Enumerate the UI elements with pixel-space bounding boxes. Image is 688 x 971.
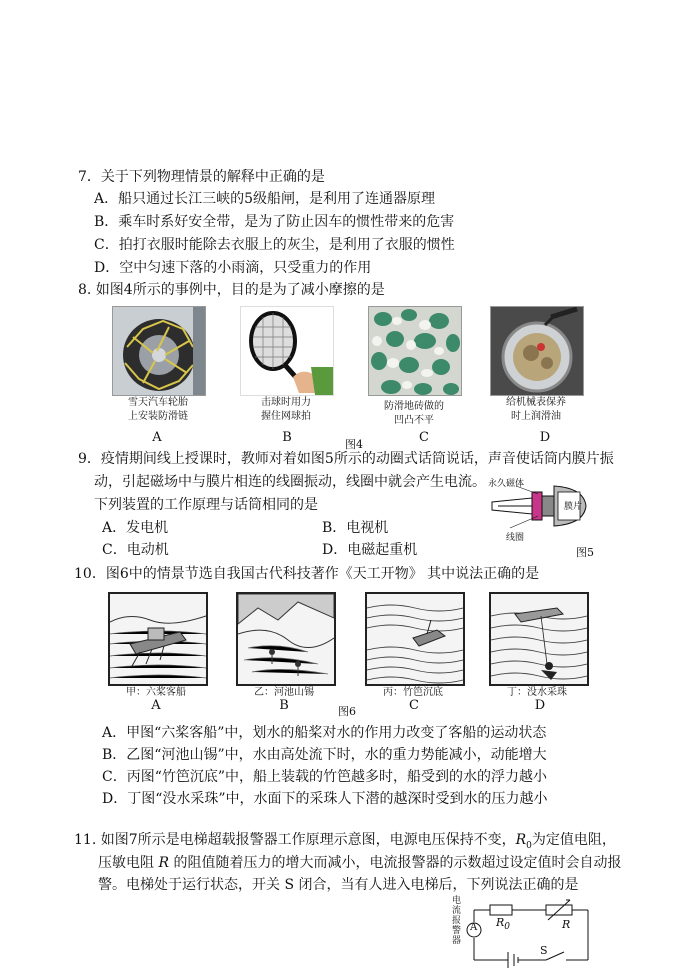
r-symbol: R: [158, 855, 169, 871]
figure-6-label: 图6: [338, 705, 356, 718]
pearl-diving-image: [489, 592, 589, 686]
r0-label-letter: R: [496, 916, 505, 929]
q8-stem: 8. 如图4所示的事例中，目的是为了减小摩擦的是: [78, 282, 385, 298]
permanent-magnet-label: 永久磁体: [488, 479, 525, 489]
q7-stem: 7．关于下列物理情景的解释中正确的是: [78, 169, 325, 185]
q10-letter-a: A: [151, 698, 161, 713]
q10-caption-yi: 乙：河池山锡: [254, 687, 314, 698]
q9-option-c: C．电动机: [102, 542, 169, 558]
q9-option-b: B．电视机: [322, 520, 389, 536]
tire-chain-image: [112, 306, 206, 396]
q10-caption-jia: 甲：六桨客船: [126, 687, 186, 698]
caption-line: 时上润滑油: [511, 411, 561, 422]
r0-label-sub: 0: [504, 922, 511, 933]
caption-line: 防滑地砖做的: [384, 401, 444, 412]
q11-line1: [74, 831, 616, 855]
q11-line2: [98, 854, 621, 872]
r0-symbol: R: [515, 832, 527, 848]
q9-option-d: D．电磁起重机: [322, 542, 418, 558]
q11-line3: 警。电梯处于运行状态，开关 S 闭合，当有人进入电梯后，下列说法正确的是: [98, 877, 579, 893]
q8-letter-d: D: [539, 430, 551, 445]
q8-letter-a: A: [152, 430, 162, 445]
caption-line: 给机械表保养: [506, 397, 566, 408]
figure-4-label: 图4: [345, 438, 363, 451]
q8-caption-a: [104, 396, 212, 424]
q10-stem: 10．图6中的情景节选自我国古代科技著作《天工开物》 其中说法正确的是: [74, 566, 540, 582]
q10-letter-c: C: [409, 698, 419, 713]
caption-line: 雪天汽车轮胎: [128, 397, 188, 408]
bamboo-sinking-image: [365, 592, 465, 686]
q8-letter-c: C: [419, 430, 429, 445]
q8-caption-c: [360, 400, 468, 428]
q11-line2-b: 的阻值随着压力的增大而减小，电流报警器的示数超过设定值时会自动报: [169, 855, 622, 871]
q10-letter-d: D: [534, 698, 546, 713]
tennis-racket-image: [240, 306, 334, 396]
q11-line2-a: 压敏电阻: [98, 855, 159, 871]
q8-caption-b: [232, 396, 340, 424]
q10-letter-b: B: [279, 698, 289, 713]
caption-line: 凹凸不平: [394, 415, 434, 426]
q9-line3: 下列装置的工作原理与话筒相同的是: [94, 497, 318, 513]
q10-option-b: B．乙图“河池山锡”中，水由高处流下时，水的重力势能减小，动能增大: [102, 747, 547, 763]
r0-label: [496, 916, 510, 932]
current-alarm-label: 电流报警器: [452, 896, 462, 946]
q9-line2: 动，引起磁场中与膜片相连的线圈振动，线圈中就会产生电流。: [94, 474, 486, 490]
q7-option-b: B．乘车时系好安全带，是为了防止因车的惯性带来的危害: [94, 214, 455, 230]
r-label: R: [562, 918, 571, 931]
r0-subscript: 0: [526, 840, 532, 851]
figure-5-label: 图5: [576, 546, 594, 559]
q10-option-a: A．甲图“六桨客船”中，划水的船桨对水的作用力改变了客船的运动状态: [102, 725, 547, 741]
mechanical-watch-image: [490, 306, 584, 396]
q11-line1-b: 为定值电阻，: [531, 832, 616, 848]
q10-caption-ding: 丁：没水采珠: [507, 687, 567, 698]
switch-label: S: [540, 944, 548, 957]
diaphragm-label: 膜片: [564, 502, 583, 512]
q8-letter-b: B: [282, 430, 292, 445]
q7-option-a: A．船只通过长江三峡的5级船闸，是利用了连通器原理: [94, 191, 436, 207]
q8-caption-d: [482, 396, 590, 424]
q9-option-a: A．发电机: [102, 520, 169, 536]
microphone-diagram: [488, 476, 598, 559]
q7-option-c: C．拍打衣服时能除去衣服上的灰尘，是利用了衣服的惯性: [94, 237, 455, 253]
circuit-diagram: [446, 896, 596, 971]
caption-line: 击球时用力: [261, 397, 311, 408]
caption-line: 握住网球拍: [261, 411, 311, 422]
q11-line1-a: 11. 如图7所示是电梯超载报警器工作原理示意图，电源电压保持不变，: [74, 832, 516, 848]
caption-line: 上安装防滑链: [128, 411, 188, 422]
q7-option-d: D．空中匀速下落的小雨滴，只受重力的作用: [94, 260, 372, 276]
q10-option-c: C．丙图“竹笆沉底”中，船上装载的竹笆越多时，船受到的水的浮力越小: [102, 769, 548, 785]
six-oar-boat-image: [108, 592, 208, 686]
q9-line1: 9．疫情期间线上授课时，教师对着如图5所示的动圈式话筒说话，声音使话筒内膜片振: [78, 451, 614, 467]
q10-caption-bing: 丙：竹笆沉底: [383, 687, 443, 698]
ammeter-label: A: [470, 922, 478, 933]
river-tin-image: [236, 592, 336, 686]
coil-label: 线圈: [506, 533, 525, 543]
anti-slip-tile-image: [368, 306, 462, 396]
q10-option-d: D．丁图“没水采珠”中，水面下的采珠人下潜的越深时受到水的压力越小: [102, 791, 548, 807]
